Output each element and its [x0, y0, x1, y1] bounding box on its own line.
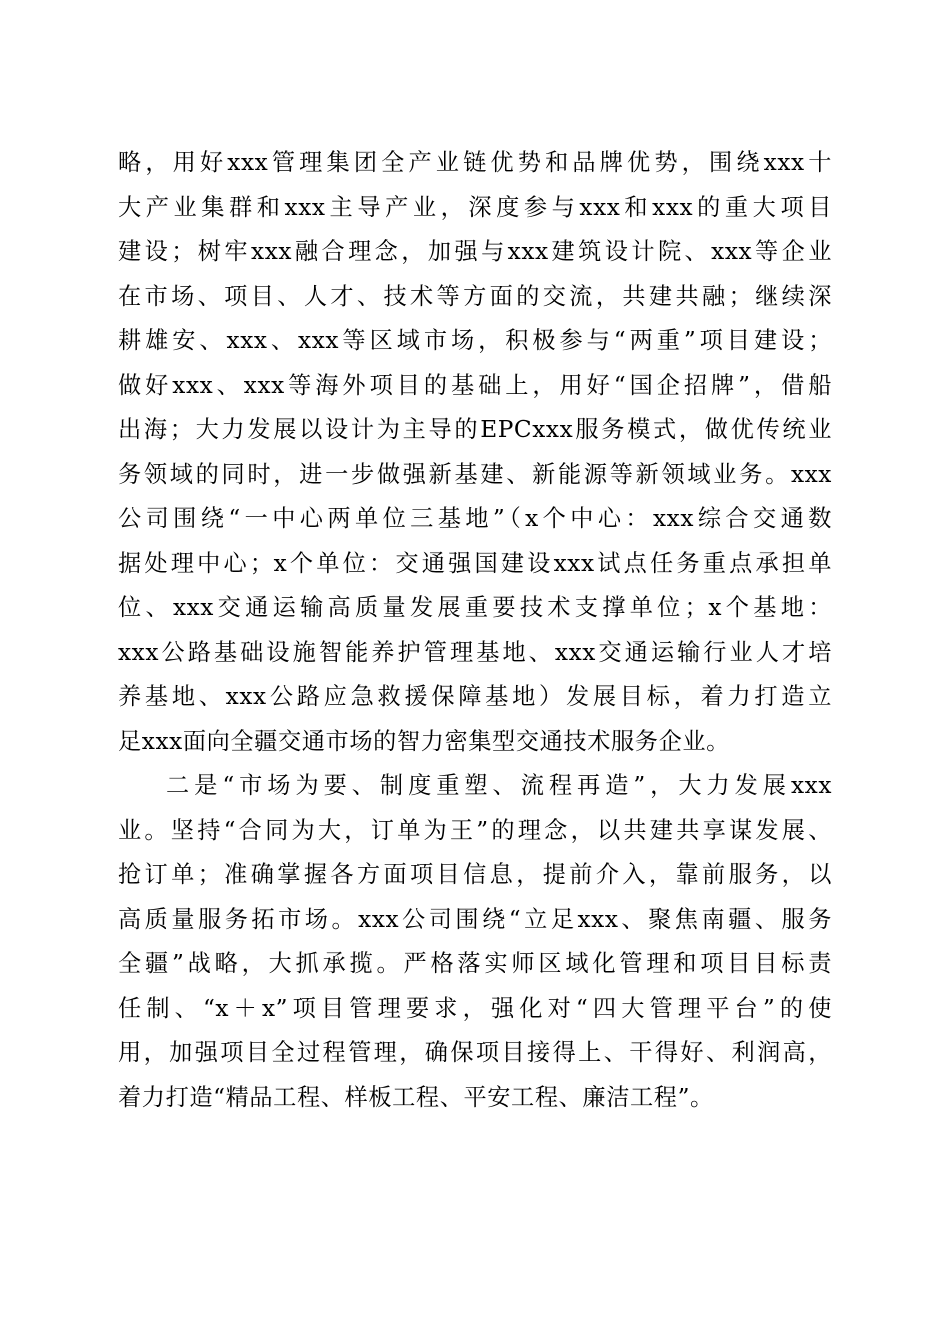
- paragraph-2-line-4: 高质量服务拓市场。xxx公司围绕“立足xxx、聚焦南疆、服务: [118, 906, 832, 933]
- paragraph-1-line-6: 做好xxx、xxx等海外项目的基础上，用好“国企招牌”，借船: [118, 372, 832, 399]
- paragraph-1-line-1: 略，用好xxx管理集团全产业链优势和品牌优势，围绕xxx十: [118, 149, 832, 176]
- paragraph-1-line-5: 耕雄安、xxx、xxx等区域市场，积极参与“两重”项目建设；: [118, 327, 832, 354]
- paragraph-1-line-9: 公司围绕“一中心两单位三基地”（x个中心：xxx综合交通数: [118, 505, 832, 532]
- paragraph-1-line-4: 在市场、项目、人才、技术等方面的交流，共建共融；继续深: [118, 283, 832, 310]
- paragraph-1-line-14: 足xxx面向全疆交通市场的智力密集型交通技术服务企业。: [118, 728, 730, 755]
- paragraph-1-line-12: xxx公路基础设施智能养护管理基地、xxx交通运输行业人才培: [118, 639, 832, 666]
- paragraph-1-line-2: 大产业集群和xxx主导产业，深度参与xxx和xxx的重大项目: [118, 194, 832, 221]
- paragraph-1-line-11: 位、xxx交通运输高质量发展重要技术支撑单位；x个基地：: [118, 594, 832, 621]
- paragraph-1-line-7: 出海；大力发展以设计为主导的EPCxxx服务模式，做优传统业: [118, 416, 832, 443]
- paragraph-2-line-7: 用，加强项目全过程管理，确保项目接得上、干得好、利润高，: [118, 1039, 832, 1066]
- paragraph-1-line-3: 建设；树牢xxx融合理念，加强与xxx建筑设计院、xxx等企业: [118, 238, 832, 265]
- paragraph-2-line-5: 全疆”战略，大抓承揽。严格落实师区域化管理和项目目标责: [118, 950, 832, 977]
- paragraph-2-line-8: 着力打造“精品工程、样板工程、平安工程、廉洁工程”。: [118, 1084, 714, 1111]
- paragraph-2-line-6: 任制、“x＋x”项目管理要求，强化对“四大管理平台”的使: [118, 995, 832, 1022]
- paragraph-2-line-3: 抢订单；准确掌握各方面项目信息，提前介入，靠前服务，以: [118, 861, 832, 888]
- paragraph-1-line-10: 据处理中心；x个单位：交通强国建设xxx试点任务重点承担单: [118, 550, 832, 577]
- paragraph-2-line-2: 业。坚持“合同为大，订单为王”的理念，以共建共享谋发展、: [118, 817, 832, 844]
- paragraph-1-line-8: 务领域的同时，进一步做强新基建、新能源等新领域业务。xxx: [118, 461, 832, 488]
- paragraph-2-line-1: 二是“市场为要、制度重塑、流程再造”，大力发展xxx: [166, 772, 832, 799]
- paragraph-1-line-13: 养基地、xxx公路应急救援保障基地）发展目标，着力打造立: [118, 683, 832, 710]
